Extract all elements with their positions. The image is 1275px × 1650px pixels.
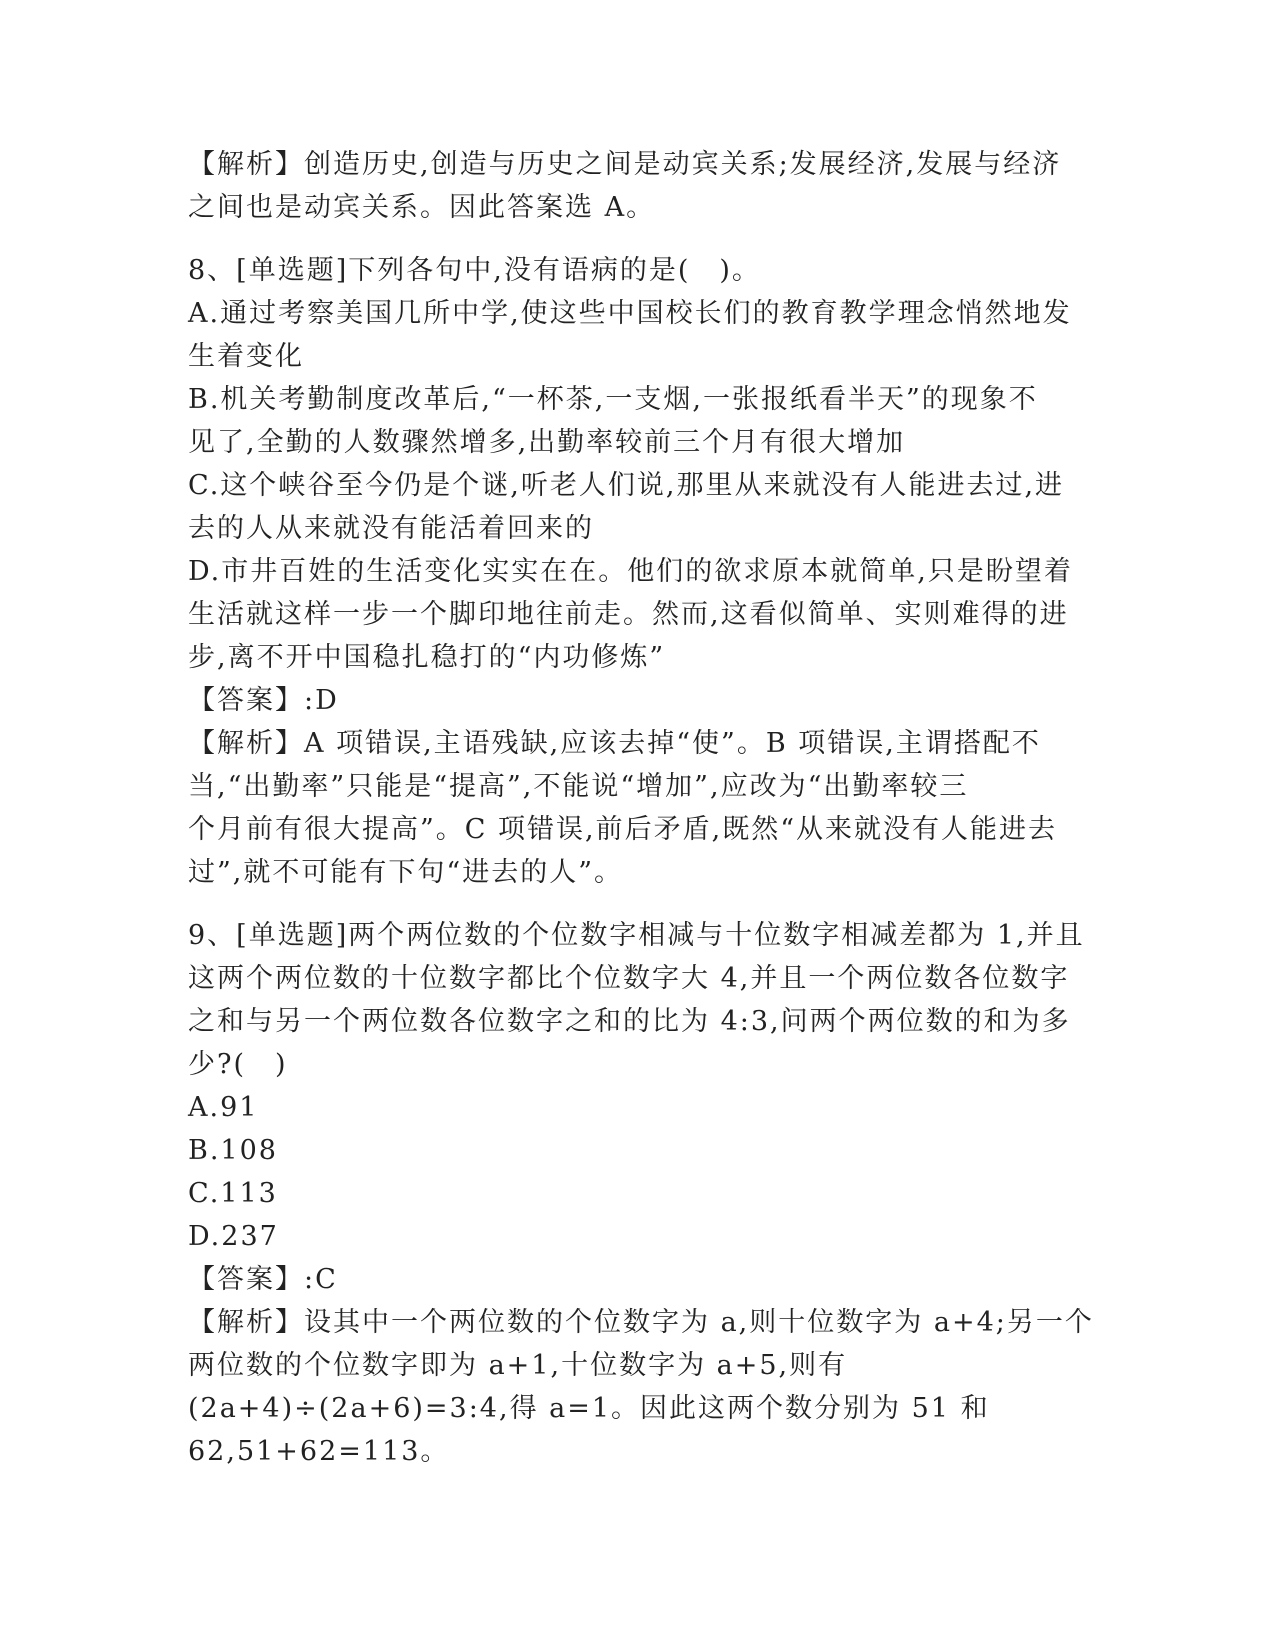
option-line: B.机关考勤制度改革后,“一杯茶,一支烟,一张报纸看半天”的现象不 [188,384,1038,415]
question-stem: 8、[单选题]下列各句中,没有语病的是( )。 [188,255,761,286]
analysis-line: 62,51+62=113。 [188,1436,450,1467]
analysis-line: (2a+4)÷(2a+6)=3:4,得 a=1。因此这两个数分别为 51 和 [188,1393,990,1424]
analysis-line: 【解析】创造历史,创造与历史之间是动宾关系;发展经济,发展与经济 [188,149,1062,180]
analysis-line: 过”,就不可能有下句“进去的人”。 [188,857,623,888]
question-stem: 这两个两位数的十位数字都比个位数字大 4,并且一个两位数各位数字 [188,963,1070,994]
analysis-line: 【解析】A 项错误,主语残缺,应该去掉“使”。B 项错误,主谓搭配不 [188,728,1041,759]
option-line: 见了,全勤的人数骤然增多,出勤率较前三个月有很大增加 [188,427,906,458]
analysis-line: 之间也是动宾关系。因此答案选 A。 [188,192,656,223]
option-line: A.通过考察美国几所中学,使这些中国校长们的教育教学理念悄然地发 [188,298,1072,329]
option-line: 去的人从来就没有能活着回来的 [188,513,594,544]
question-9 [188,914,1094,1473]
analysis-line: 当,“出勤率”只能是“提高”,不能说“增加”,应改为“出勤率较三 [188,771,969,802]
block1-analysis [188,143,1088,229]
analysis-line: 两位数的个位数字即为 a+1,十位数字为 a+5,则有 [188,1350,848,1381]
option-line: C.这个峡谷至今仍是个谜,听老人们说,那里从来就没有人能进去过,进 [188,470,1065,501]
answer-line: 【答案】:D [188,685,339,716]
question-stem: 9、[单选题]两个两位数的个位数字相减与十位数字相减差都为 1,并且 [188,920,1085,951]
analysis-line: 个月前有很大提高”。C 项错误,前后矛盾,既然“从来就没有人能进去 [188,814,1058,845]
option-line: 生活就这样一步一个脚印地往前走。然而,这看似简单、实则难得的进 [188,599,1069,630]
option-line: 生着变化 [188,341,304,372]
question-stem: 之和与另一个两位数各位数字之和的比为 4:3,问两个两位数的和为多 [188,1006,1071,1037]
option-line: D.市井百姓的生活变化实实在在。他们的欲求原本就简单,只是盼望着 [188,556,1073,587]
option-line: A.91 [188,1092,259,1123]
question-8 [188,249,1088,894]
document-content [188,143,1094,1473]
answer-line: 【答案】:C [188,1264,338,1295]
option-line: 步,离不开中国稳扎稳打的“内功修炼” [188,642,666,673]
question-stem: 少?( ) [188,1049,288,1080]
option-line: D.237 [188,1221,279,1252]
option-line: C.113 [188,1178,278,1209]
option-line: B.108 [188,1135,278,1166]
analysis-line: 【解析】设其中一个两位数的个位数字为 a,则十位数字为 a+4;另一个 [188,1307,1094,1338]
